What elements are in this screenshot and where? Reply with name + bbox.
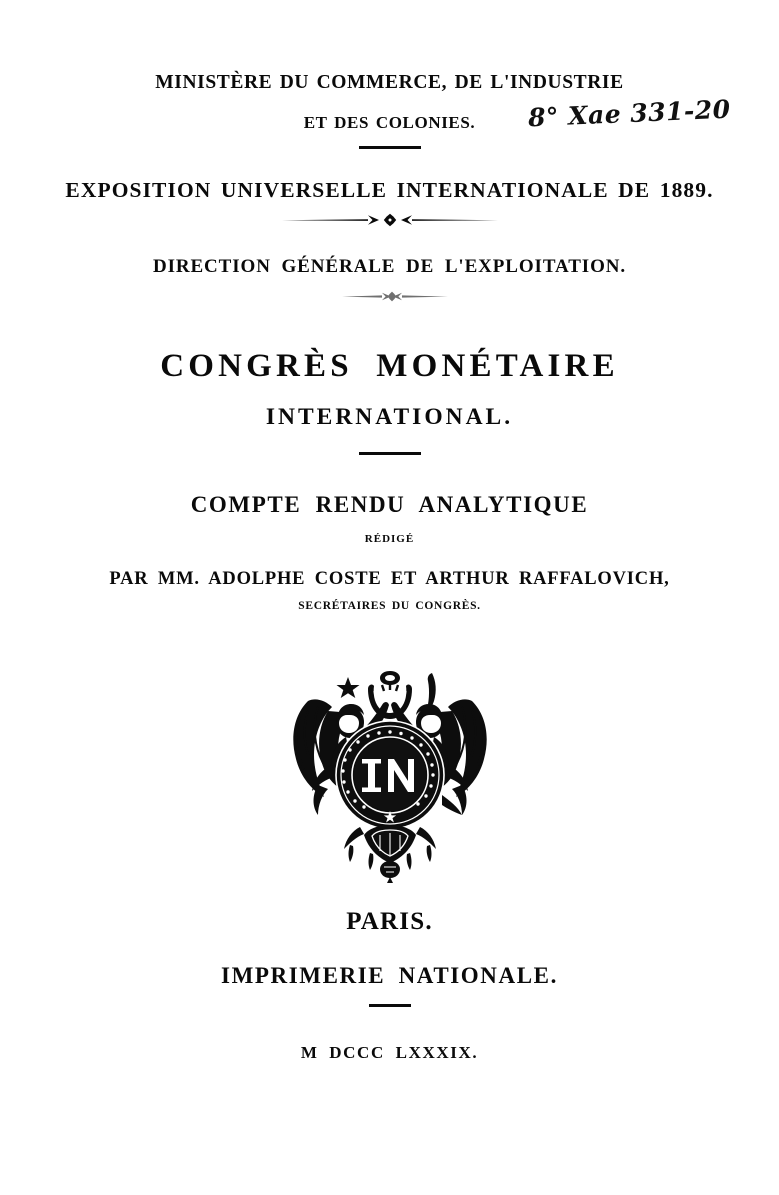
divider-rule-1 [359,146,421,149]
ministry-line-2: ET DES COLONIES. [303,113,476,132]
handwritten-shelfmark: 8° Xae 331-20 [527,94,732,133]
page-title: CONGRÈS MONÉTAIRE [160,348,619,384]
imprint-date: M DCCC LXXXIX. [300,1043,479,1062]
imprint-city: PARIS. [346,908,433,935]
redige-label: RÉDIGÉ [364,533,415,545]
divider-rule-2 [359,452,421,455]
page-subtitle: INTERNATIONAL. [265,404,514,430]
ministry-line-1: MINISTÈRE DU COMMERCE, DE L'INDUSTRIE [155,72,624,93]
divider-rule-3 [369,1004,411,1007]
arrow-ornament-icon [280,213,500,227]
imprimerie-nationale-emblem-icon [284,655,496,883]
direction-line: DIRECTION GÉNÉRALE DE L'EXPLOITATION. [152,256,627,277]
report-heading: COMPTE RENDU ANALYTIQUE [190,492,589,517]
exposition-line: EXPOSITION UNIVERSELLE INTERNATIONALE DE 1889. [65,178,714,202]
authors-line: PAR MM. ADOLPHE COSTE ET ARTHUR RAFFALOVICH, [109,569,670,589]
authors-role-line: SECRÉTAIRES DU CONGRÈS. [298,600,481,612]
arrow-ornament-icon-small [322,291,458,302]
imprint-printer: IMPRIMERIE NATIONALE. [221,963,558,988]
